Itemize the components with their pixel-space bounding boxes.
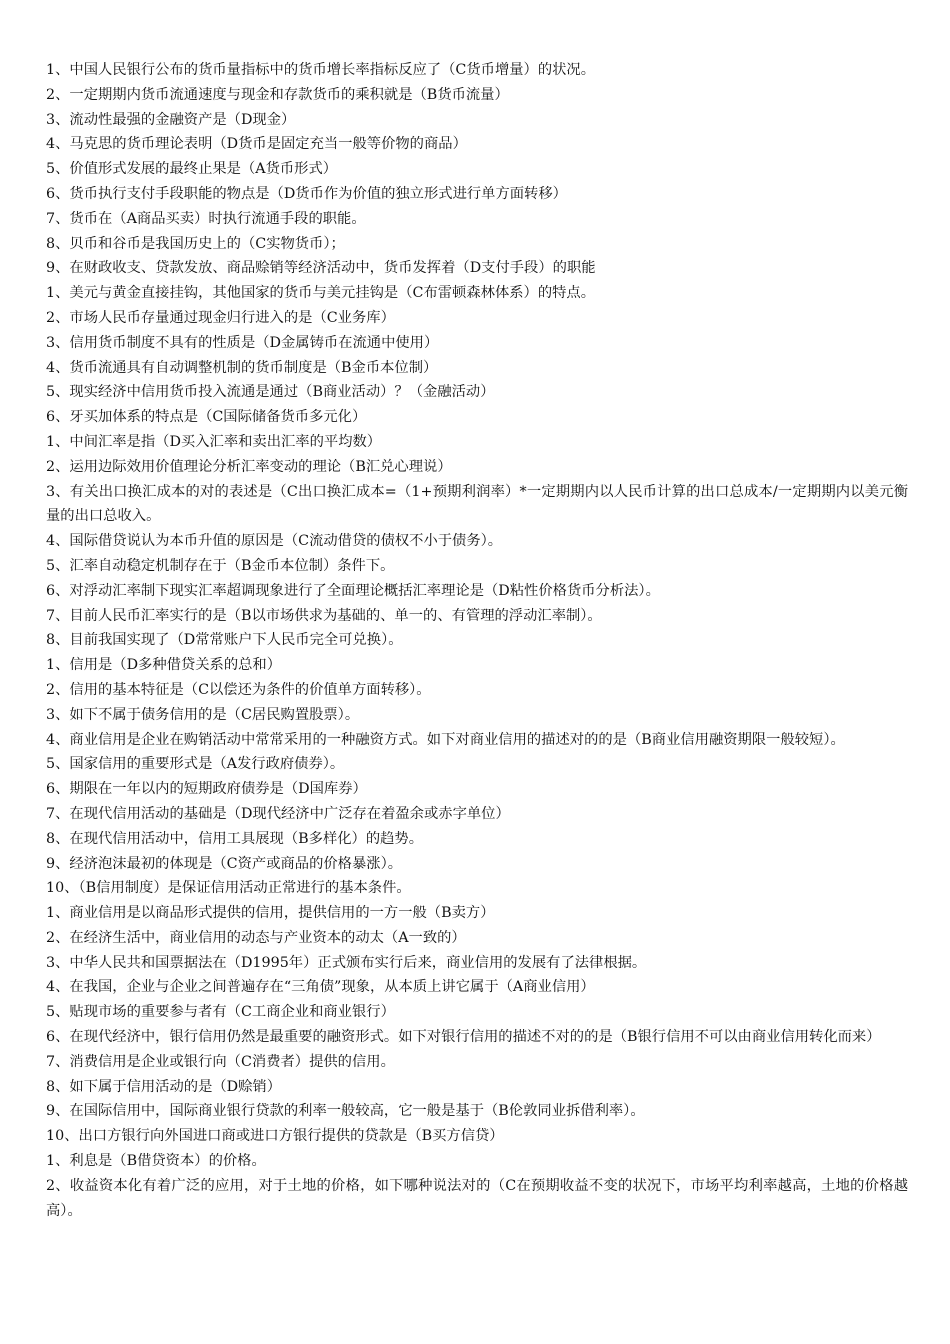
text-line: 10、出口方银行向外国进口商或进口方银行提供的贷款是（B买方信贷） [46,1128,504,1145]
text-line: 4、国际借贷说认为本币升值的原因是（C流动借贷的债权不小于债务）。 [46,533,503,550]
text-line: 1、中间汇率是指（D买入汇率和卖出汇率的平均数） [46,433,382,450]
text-line: 1、商业信用是以商品形式提供的信用，提供信用的一方一般（B卖方） [46,905,495,922]
text-line: 6、货币执行支付手段职能的物点是（D货币作为价值的独立形式进行单方面转移） [46,185,567,202]
text-line: 6、期限在一年以内的短期政府债券是（D国库券） [46,781,367,798]
text-line: 7、在现代信用活动的基础是（D现代经济中广泛存在着盈余或赤字单位） [46,805,510,822]
text-line: 8、贝币和谷币是我国历史上的（C实物货币）； [46,235,345,252]
text-line: 2、运用边际效用价值理论分析汇率变动的理论（B汇兑心理说） [46,458,452,475]
text-line: 3、如下不属于债务信用的是（C居民购置股票）。 [46,706,360,723]
text-line: 5、国家信用的重要形式是（A发行政府债券）。 [46,756,345,773]
document-page [46,58,908,1223]
text-line: 3、中华人民共和国票据法在（D1995年）正式颁布实行后来，商业信用的发展有了法律根据。 [46,954,647,971]
text-line: 8、如下属于信用活动的是（D赊销） [46,1078,282,1095]
text-line: 6、牙买加体系的特点是（C国际储备货币多元化） [46,409,367,426]
text-line: 2、在经济生活中，商业信用的动态与产业资本的动太（A一致的） [46,929,466,946]
text-line: 9、在国际信用中，国际商业银行贷款的利率一般较高，它一般是基于（B伦敦同业拆借利率）。 [46,1103,645,1120]
text-line: 4、货币流通具有自动调整机制的货币制度是（B金币本位制） [46,359,438,376]
text-line: 9、经济泡沫最初的体现是（C资产或商品的价格暴涨）。 [46,855,403,872]
text-line: 8、目前我国实现了（D常常账户下人民币完全可兑换）。 [46,632,403,649]
text-line: 3、流动性最强的金融资产是（D现金） [46,111,296,128]
text-line: 5、现实经济中信用货币投入流通是通过（B商业活动）？（金融活动） [46,384,495,401]
text-line: 2、收益资本化有着广泛的应用，对于土地的价格，如下哪种说法对的（C在预期收益不变的状况下，市场平均利率越高，土地的价格越高）。 [46,1177,908,1219]
text-line: 5、价值形式发展的最终止果是（A货币形式） [46,161,338,178]
text-line: 1、美元与黄金直接挂钩，其他国家的货币与美元挂钩是（C布雷顿森林体系）的特点。 [46,285,596,302]
text-line: 1、利息是（B借贷资本）的价格。 [46,1153,266,1170]
text-line: 7、目前人民币汇率实行的是（B以市场供求为基础的、单一的、有管理的浮动汇率制）。 [46,607,602,624]
text-line: 4、在我国，企业与企业之间普遍存在“三角债”现象，从本质上讲它属于（A商业信用） [46,979,595,996]
text-line: 2、一定期期内货币流通速度与现金和存款货币的乘积就是（B货币流量） [46,86,509,103]
text-line: 3、信用货币制度不具有的性质是（D金属铸币在流通中使用） [46,334,439,351]
text-line: 10、（B信用制度）是保证信用活动正常进行的基本条件。 [46,880,411,897]
text-line: 2、信用的基本特征是（C以偿还为条件的价值单方面转移）。 [46,681,431,698]
text-line: 4、马克思的货币理论表明（D货币是固定充当一般等价物的商品） [46,136,467,153]
text-line: 8、在现代信用活动中，信用工具展现（B多样化）的趋势。 [46,830,424,847]
text-line: 6、对浮动汇率制下现实汇率超调现象进行了全面理论概括汇率理论是（D粘性价格货币分析法）。 [46,582,660,599]
text-line: 7、货币在（A商品买卖）时执行流通手段的职能。 [46,210,366,227]
text-line: 5、贴现市场的重要参与者有（C工商企业和商业银行） [46,1004,395,1021]
text-line: 5、汇率自动稳定机制存在于（B金币本位制）条件下。 [46,557,395,574]
text-line: 9、在财政收支、贷款发放、商品赊销等经济活动中，货币发挥着（D支付手段）的职能 [46,260,596,277]
text-line: 6、在现代经济中，银行信用仍然是最重要的融资形式。如下对银行信用的描述不对的的是（B银行信用不可以由商业信用转化而来） [46,1029,881,1046]
text-line: 7、消费信用是企业或银行向（C消费者）提供的信用。 [46,1053,395,1070]
text-line: 1、信用是（D多种借贷关系的总和） [46,657,282,674]
text-line: 1、中国人民银行公布的货币量指标中的货币增长率指标反应了（C货币增量）的状况。 [46,62,596,78]
text-line: 3、有关出口换汇成本的对的表述是（C出口换汇成本=（1+预期利润率）*一定期期内以人民币计算的出口总成本/一定期期内以美元衡量的出口总收入。 [46,483,908,525]
text-line: 2、市场人民币存量通过现金归行进入的是（C业务库） [46,309,395,326]
text-line: 4、商业信用是企业在购销活动中常常采用的一种融资方式。如下对商业信用的描述对的的是（B商业信用融资期限一般较短）。 [46,731,845,748]
